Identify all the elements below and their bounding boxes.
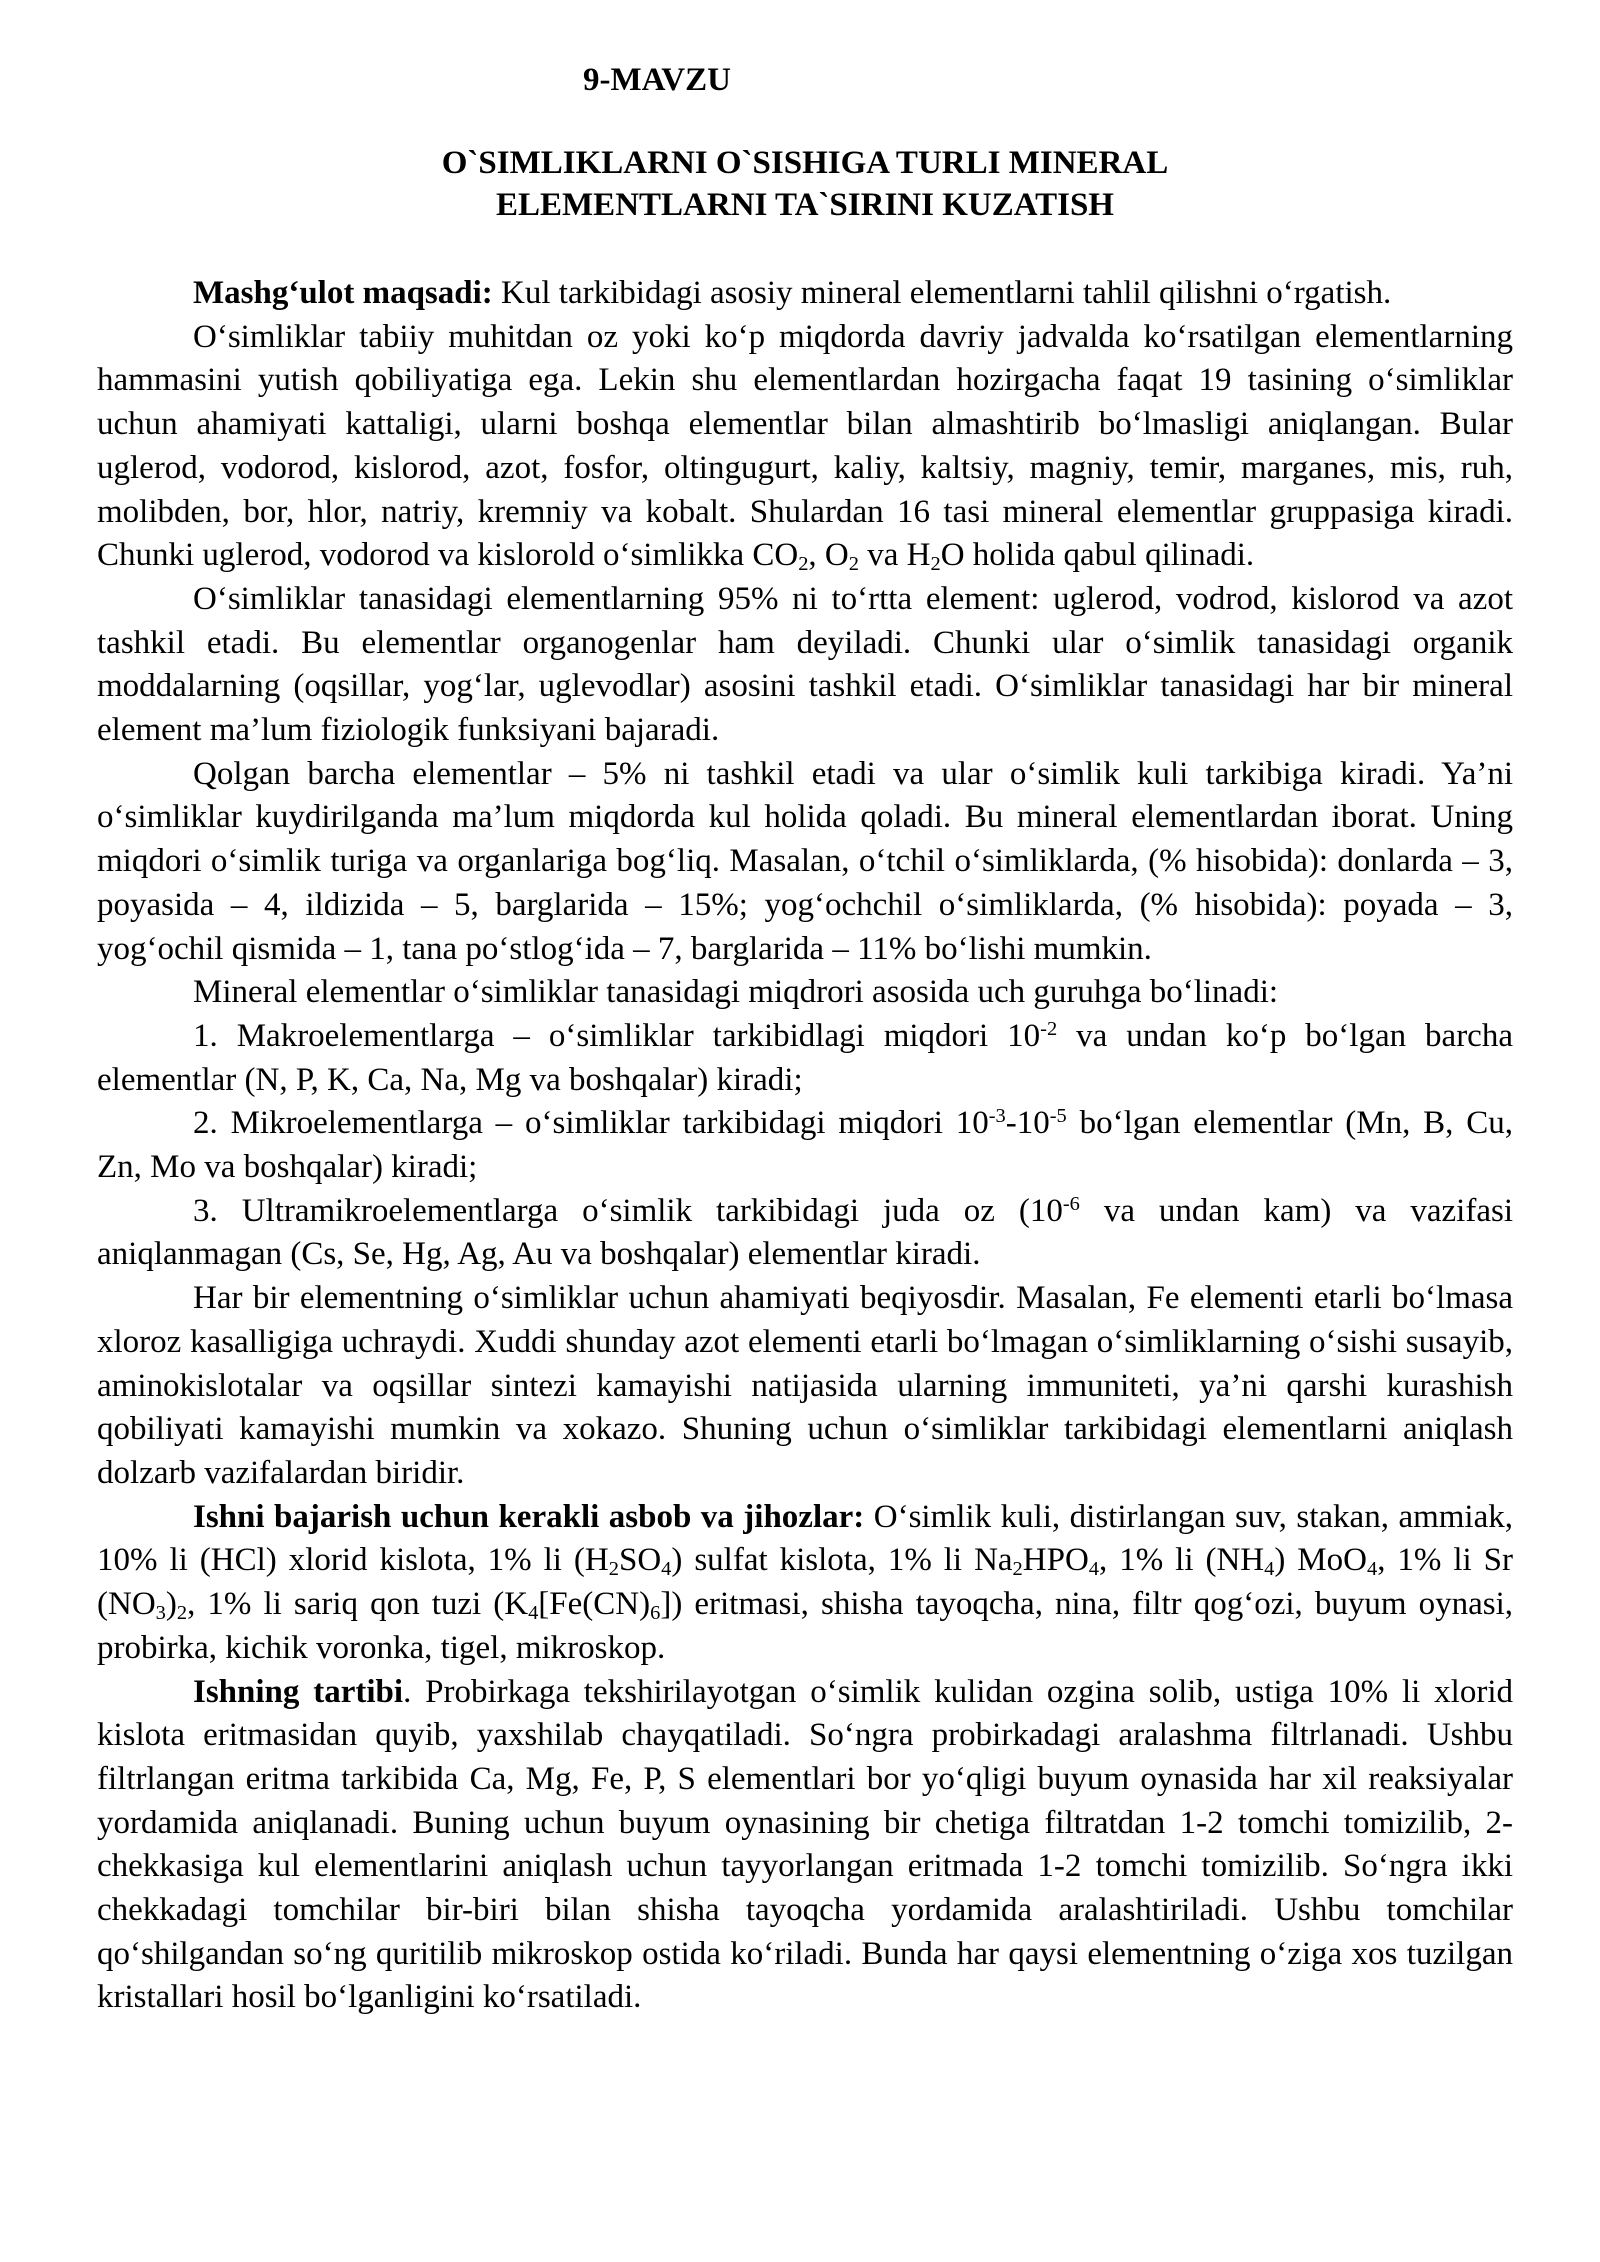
document-body [97, 272, 1513, 2020]
subscript: 4 [528, 1601, 539, 1624]
equipment-text: , 1% li sariq qon tuzi (K [187, 1586, 529, 1623]
subscript: 4 [661, 1557, 672, 1580]
equipment-text: , 1% li (NH [1099, 1542, 1265, 1579]
title-line: O`SIMLIKLARNI O`SISHIGA TURLI MINERAL [441, 145, 1169, 181]
title-line: ELEMENTLARNI TA`SIRINI KUZATISH [496, 187, 1114, 223]
subscript: 6 [650, 1601, 661, 1624]
paragraph-ash-content: Qolgan barcha elementlar – 5% ni tashkil etadi va ular o‘simlik kuli tarkibiga kiradi. Ya’ni o‘simliklar kuydirilganda ma’lum miqdorda kul holida qoladi. Bu mineral elementlardan iborat. Uning miqdori o‘simlik turiga va organlariga bog‘liq. Masalan, o‘tchil o‘simliklarda, (% hisobida): donlarda – 3, poyasida – 4, ildizida – 5, barglarida – 15%; yog‘ochchil o‘simliklarda, (% hisobida): poyada – 3, yog‘ochil qismida – 1, tana po‘stlog‘ida – 7, barglarida – 11% bo‘lishi mumkin. [97, 755, 1513, 967]
topic-number: 9-MAVZU [583, 62, 731, 98]
equipment-text: [Fe(CN) [538, 1586, 651, 1623]
paragraph-elements-overview [97, 316, 1513, 578]
subscript: 2 [608, 1557, 619, 1580]
list-item-text: va undan ko‘p bo‘lgan barcha elementlar (N, P, K, Ca, Na, Mg va boshqalar) kiradi; [97, 1017, 1513, 1098]
procedure-paragraph [97, 1671, 1513, 2021]
equipment-text: ) MoO [1274, 1542, 1367, 1579]
paragraph-groups-intro: Mineral elementlar o‘simliklar tanasidagi miqdrori asosida uch guruhga bo‘linadi: [193, 974, 1279, 1011]
list-item-text: 2. Mikroelementlarga – o‘simliklar tarkibidagi miqdori 10 [193, 1105, 989, 1142]
list-item-text: va undan kam) va vazifasi aniqlanmagan (Cs, Se, Hg, Ag, Au va boshqalar) elementlar kiradi. [97, 1192, 1513, 1273]
equipment-text: ) [165, 1586, 177, 1623]
page-title [97, 142, 1513, 226]
equipment-text: O‘simlik kuli, distirlangan suv, stakan, ammiak, 10% li (HCl) xlorid kislota, 1% li (H [97, 1498, 1513, 1579]
list-item-text: bo‘lgan elementlar (Mn, B, Cu, Zn, Mo va boshqalar) kiradi; [97, 1105, 1513, 1186]
goal-text: Kul tarkibidagi asosiy mineral elementlarni tahlil qilishni o‘rgatish. [492, 275, 1392, 311]
paragraph-importance: Har bir elementning o‘simliklar uchun ahamiyati beqiyosdir. Masalan, Fe elementi etarli bo‘lmasa xloroz kasalligiga uchraydi. Xuddi shunday azot elementi etarli bo‘lmagan o‘simliklarning o‘sishi susayib, aminokislotalar va oqsillar sintezi kamayishi natijasida ularning immuniteti, ya’ni qarshi kurashish qobiliyati kamayishi mumkin va xokazo. Shuning uchun o‘simliklar tarkibidagi elementlarni aniqlash dolzarb vazifalardan biridir. [97, 1280, 1513, 1491]
list-item-text: 3. Ultramikroelementlarga o‘simlik tarkibidagi juda oz (10 [193, 1192, 1063, 1229]
paragraph-text: va H [858, 537, 931, 574]
superscript: -2 [1040, 1017, 1058, 1040]
equipment-label: Ishni bajarish uchun kerakli asbob va jihozlar: [193, 1498, 865, 1535]
paragraph-text: O‘simliklar tabiiy muhitdan oz yoki ko‘p miqdorda davriy jadvalda ko‘rsatilgan elementlarning hammasini yutish qobiliyatiga ega. Lekin shu elementlardan hozirgacha faqat 19 tasining o‘simliklar uchun ahamiyati kattaligi, ularni boshqa elementlar bilan almashtirib bo‘lmasligi aniqlangan. Bular uglerod, vodorod, kislorod, azot, fosfor, oltingugurt, kaliy, kaltsiy, magniy, temir, marganes, mis, ruh, molibden, bor, hlor, natriy, kremniy va kobalt. Shulardan 16 tasi mineral elementlar gruppasiga kiradi. Chunki uglerod, vodorod va kislorold o‘simlikka CO [97, 318, 1513, 574]
paragraph-text: , O [808, 537, 849, 574]
subscript: 4 [1264, 1557, 1275, 1580]
subscript: 2 [1012, 1557, 1023, 1580]
list-item-macroelements [97, 1015, 1513, 1102]
subscript: 2 [848, 552, 859, 575]
equipment-paragraph [97, 1496, 1513, 1671]
procedure-label: Ishning tartibi [193, 1673, 404, 1710]
equipment-text: SO [618, 1542, 662, 1579]
equipment-text: HPO [1022, 1542, 1089, 1579]
subscript: 2 [930, 552, 941, 575]
superscript: -6 [1062, 1192, 1080, 1215]
paragraph-organogens: O‘simliklar tanasidagi elementlarning 95% ni to‘rtta element: uglerod, vodrod, kislorod va azot tashkil etadi. Bu elementlar organogenlar ham deyiladi. Chunki ular o‘simlik tanasidagi organik moddalarning (oqsillar, yog‘lar, uglevodlar) asosini tashkil etadi. O‘simliklar tanasidagi har bir mineral element ma’lum fiziologik funksiyani bajaradi. [97, 580, 1513, 749]
paragraph-text: O holida qabul qilinadi. [940, 537, 1255, 574]
list-item-ultramicroelements [97, 1190, 1513, 1277]
equipment-text: ]) eritmasi, shisha tayoqcha, nina, filtr qog‘ozi, buyum oynasi, probirka, kichik voronka, tigel, mikroskop. [97, 1586, 1513, 1666]
subscript: 4 [1088, 1557, 1100, 1580]
equipment-text: ) sulfat kislota, 1% li Na [671, 1542, 1013, 1579]
list-item-microelements [97, 1102, 1513, 1189]
goal-label: Mashg‘ulot maqsadi: [193, 275, 493, 311]
goal-paragraph [97, 272, 1513, 316]
superscript: -5 [1049, 1105, 1067, 1128]
list-item-text: -10 [1005, 1105, 1050, 1142]
subscript: 4 [1366, 1557, 1378, 1580]
list-item-text: 1. Makroelementlarga – o‘simliklar tarkibidlagi miqdori 10 [193, 1017, 1041, 1054]
equipment-text: , 1% li Sr (NO [97, 1542, 1513, 1623]
procedure-text: . Probirkaga tekshirilayotgan o‘simlik kulidan ozgina solib, ustiga 10% li xlorid kislota eritmasidan quyib, yaxshilab chayqatiladi. So‘ngra probirkadagi aralashma filtrlanadi. Ushbu filtrlangan eritma tarkibida Ca, Mg, Fe, P, S elementlari bor yo‘qligi buyum oynasida har xil reaksiyalar yordamida aniqlanadi. Buning uchun buyum oynasining bir chetiga filtratdan 1-2 tomchi tomizilib, 2-chekkasiga kul elementlarini aniqlash uchun tayyorlangan eritmada 1-2 tomchi tomizilib. So‘ngra ikki chekkadagi tomchilar bir-biri bilan shisha tayoqcha yordamida aralashtiriladi. Ushbu tomchilar qo‘shilgandan so‘ng quritilib mikroskop ostida ko‘riladi. Bunda har qaysi elementning o‘ziga xos tuzilgan kristallari hosil bo‘lganligini ko‘rsatiladi. [97, 1673, 1513, 2016]
subscript: 3 [155, 1601, 166, 1624]
superscript: -3 [988, 1105, 1006, 1128]
subscript: 2 [798, 552, 809, 575]
subscript: 2 [176, 1601, 188, 1624]
